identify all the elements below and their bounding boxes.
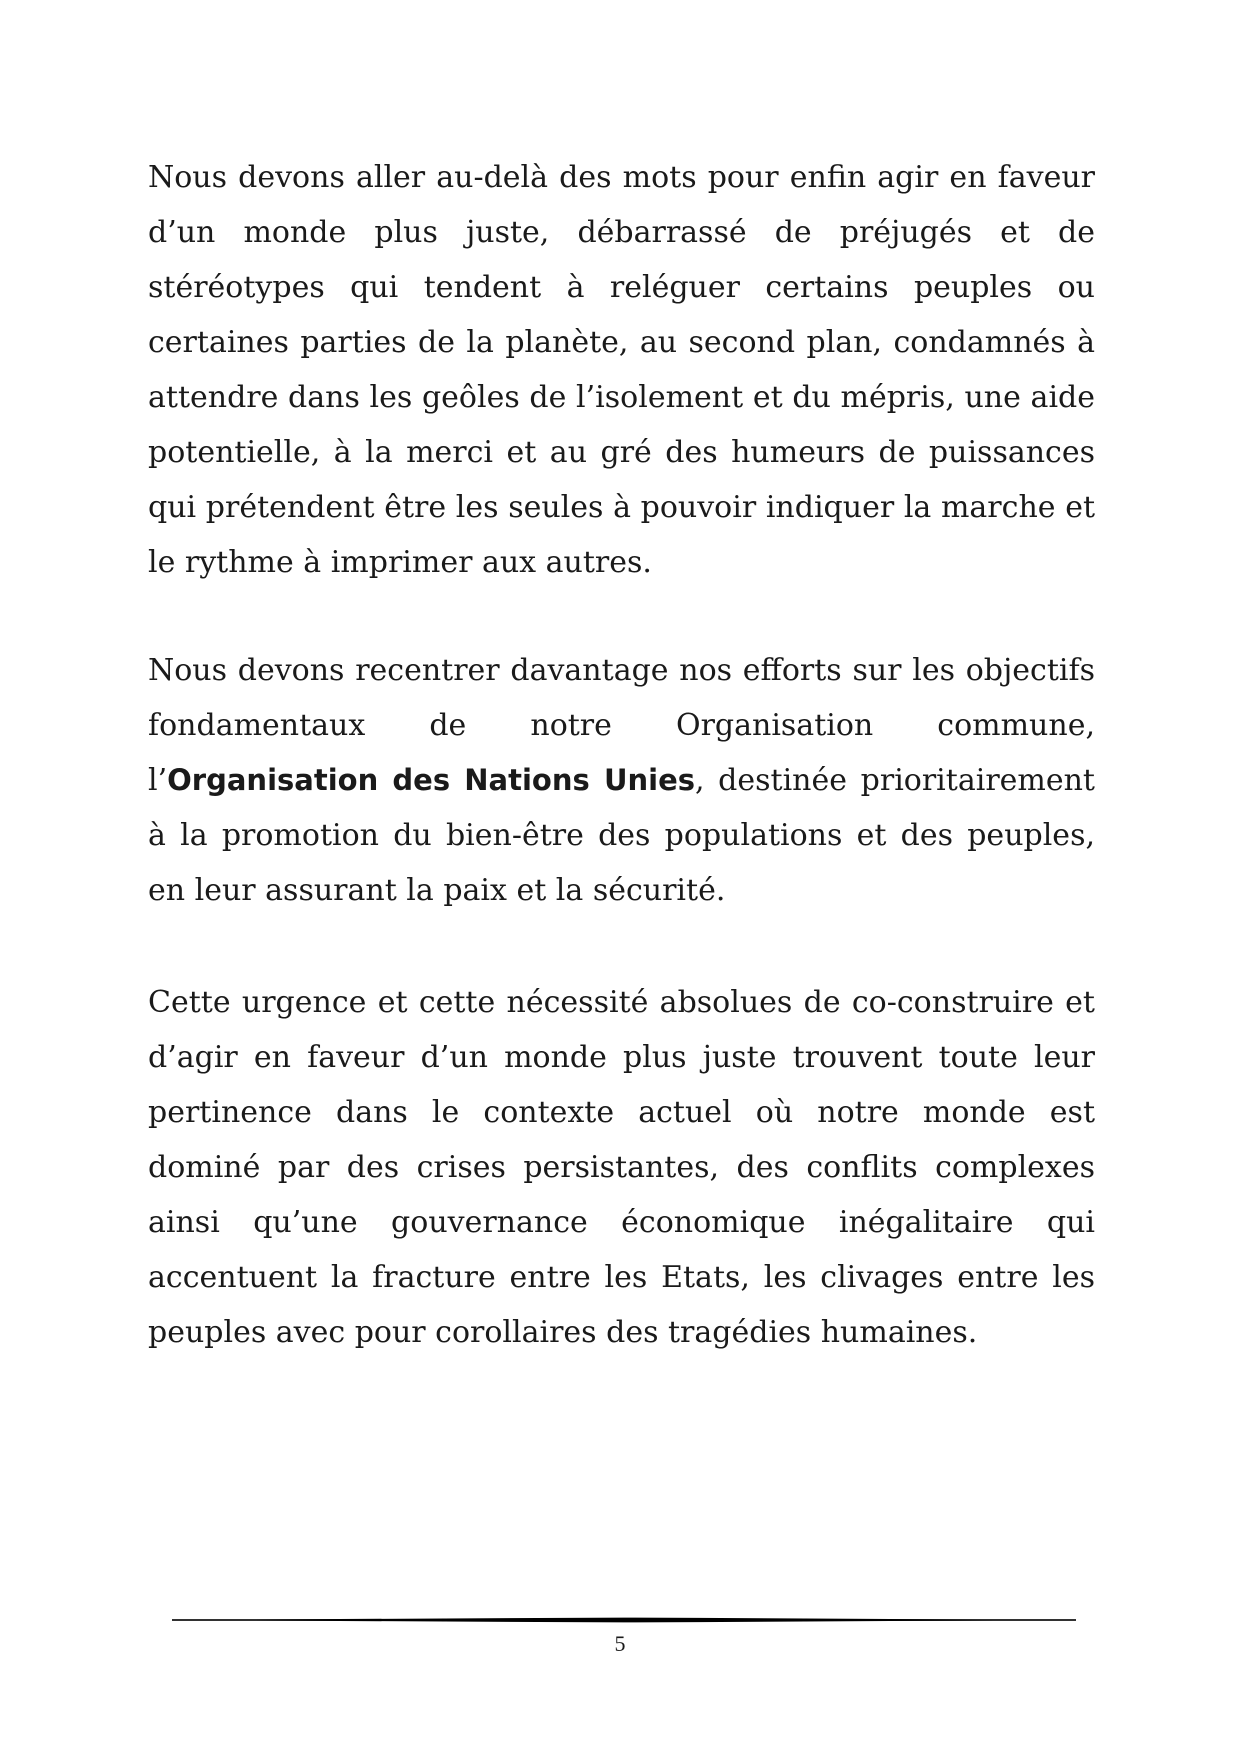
footer-rule — [172, 1617, 1076, 1623]
paragraph-3: Cette urgence et cette nécessité absolues de co-construire et d’agir en faveur d’un monde plus juste trouvent toute leur pertinence dans le contexte actuel où notre monde est dominé par des crises persistantes, des conflits complexes ainsi qu’une gouvernance économique inégalitaire qui accentuent la fracture entre les Etats, les clivages entre les peuples avec pour corollaires des tragédies humaines. — [148, 985, 1095, 1350]
organisation-name-bold: Organisation des Nations Unies — [167, 763, 696, 797]
paragraph-2-text-after: , destinée prioritairement à la promotion du bien-être des populations et des peuples, en leur assurant la paix et la sécurité. — [148, 763, 1095, 908]
paragraph-1: Nous devons aller au-delà des mots pour enfin agir en faveur d’un monde plus juste, débarrassé de préjugés et de stéréotypes qui tendent à reléguer certains peuples ou certaines parties de la planète, au second plan, condamnés à attendre dans les geôles de l’isolement et du mépris, une aide potentielle, à la merci et au gré des humeurs de puissances qui prétendent être les seules à pouvoir indiquer la marche et le rythme à imprimer aux autres. — [148, 160, 1095, 580]
footer-rule-line — [172, 1619, 1076, 1621]
paragraph-2-text-before: Nous devons recentrer davantage nos efforts sur les objectifs fondamentaux de notre Organisation commune, l’ — [148, 653, 1095, 798]
page-number: 5 — [614, 1631, 626, 1656]
paragraph-2 — [148, 643, 1095, 918]
